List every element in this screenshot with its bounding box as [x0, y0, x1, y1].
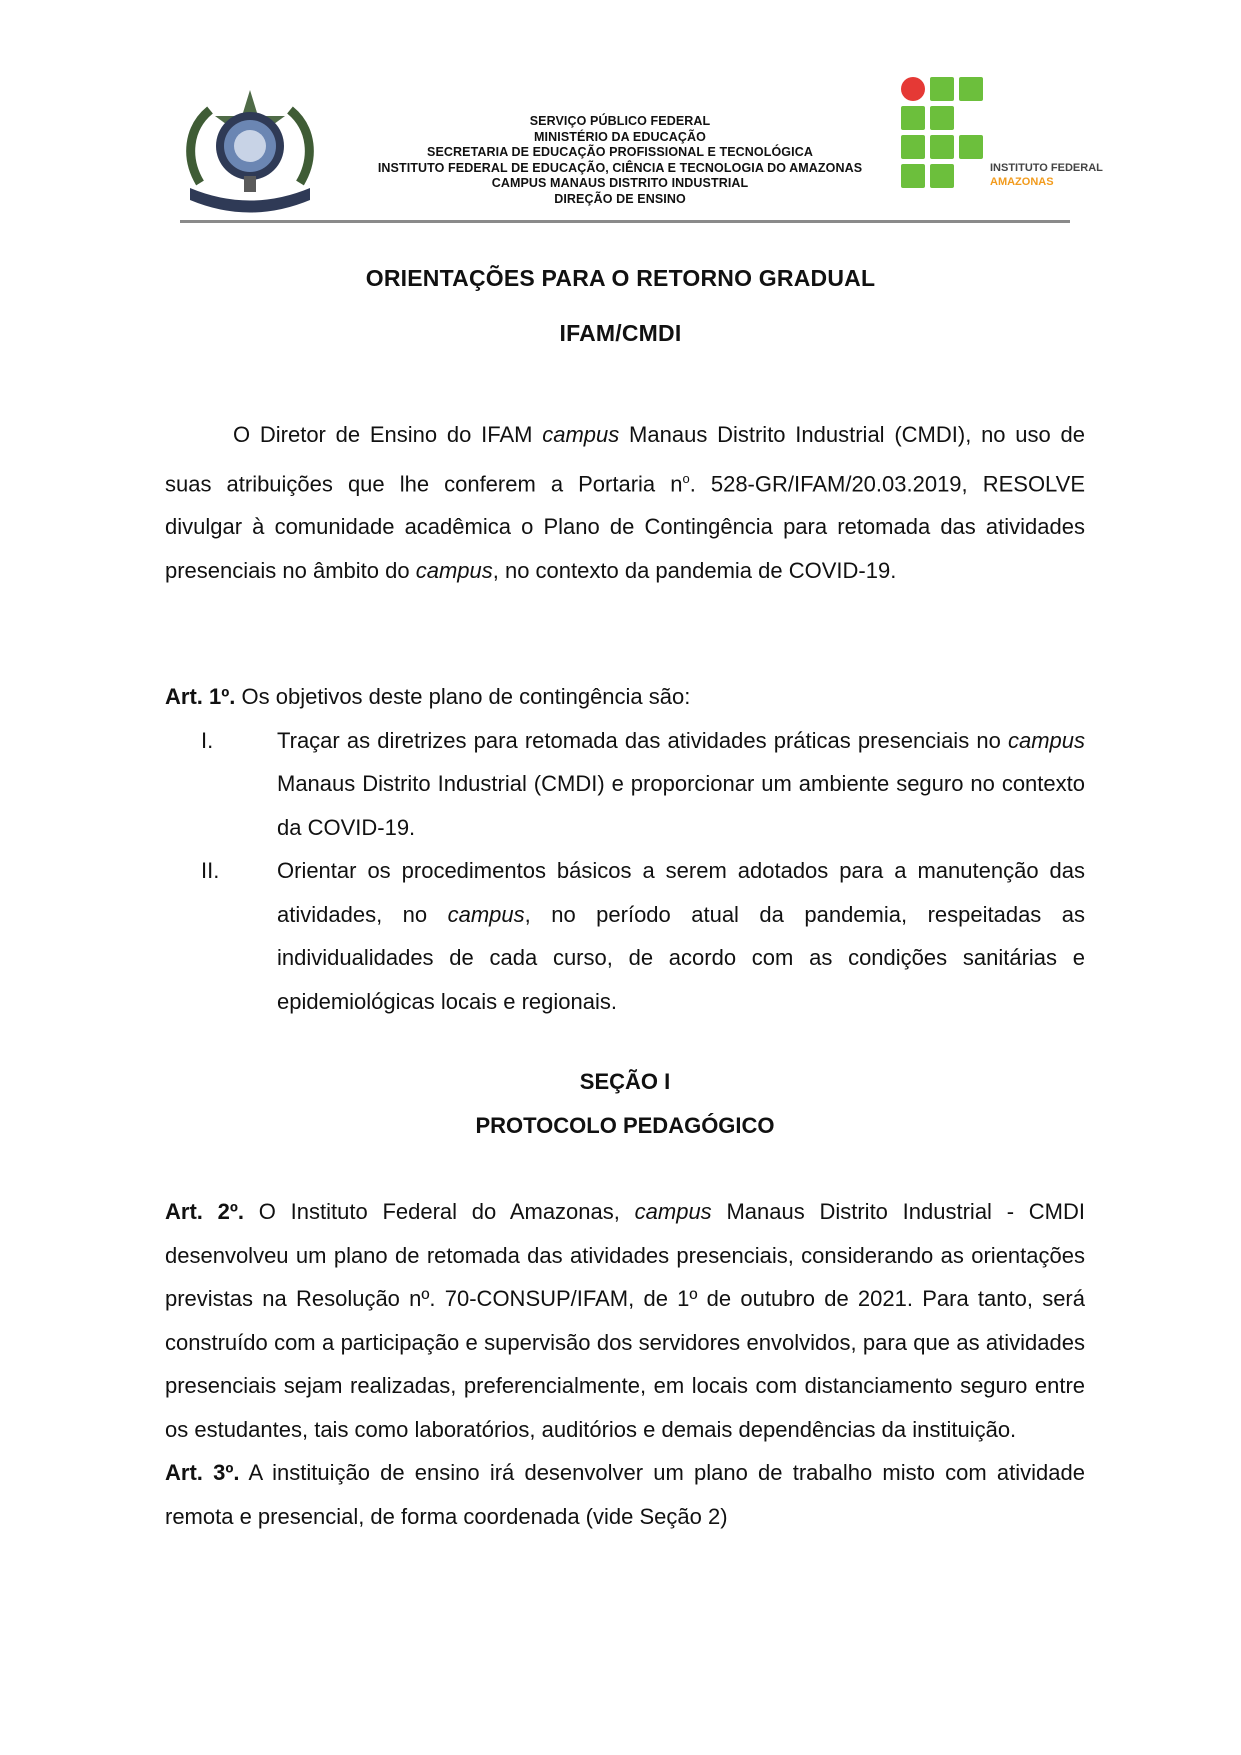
article-2 [165, 1190, 1085, 1538]
intro-text: O Diretor de Ensino do IFAM [233, 422, 543, 447]
list-text: Manaus Distrito Industrial (CMDI) e proporcionar um ambiente seguro no contexto da COVID-19. [277, 771, 1085, 840]
header-line: INSTITUTO FEDERAL DE EDUCAÇÃO, CIÊNCIA E TECNOLOGIA DO AMAZONAS [377, 160, 863, 175]
header-line: SECRETARIA DE EDUCAÇÃO PROFISSIONAL E TECNOLÓGICA [427, 145, 813, 159]
intro-text: Manaus Distrito Industrial (CMDI), no uso de suas atribuições que lhe conferem a Portaria n [165, 422, 1086, 496]
article-2-text: O Instituto Federal do Amazonas, [244, 1199, 635, 1224]
list-item [165, 849, 1085, 1023]
article-2-label: Art. 2º. [165, 1199, 245, 1224]
list-italic: campus [1007, 727, 1085, 753]
article-1-text: Os objetivos deste plano de contingência são: [235, 684, 691, 709]
intro-paragraph [165, 413, 1085, 592]
header-institution-text [350, 114, 890, 207]
document-subtitle: IFAM/CMDI [559, 320, 682, 346]
intro-text: . 528-GR/IFAM/20.03.2019, RESOLVE divulgar à comunidade acadêmica o Plano de Contingência para retomada das atividades presenciais no âmbito do [165, 470, 1086, 583]
logo-text-line2: AMAZONAS [990, 176, 1054, 188]
logo-text-line1: INSTITUTO FEDERAL [990, 162, 1103, 174]
list-italic: campus [447, 901, 525, 927]
list-text: Orientar os procedimentos básicos a serem adotados para a manutenção das atividades, no [277, 858, 1085, 927]
article-3-label: Art. 3º. [165, 1460, 240, 1485]
document-title: ORIENTAÇÕES PARA O RETORNO GRADUAL [365, 265, 876, 291]
section-heading [165, 1060, 1085, 1147]
header-line: DIREÇÃO DE ENSINO [554, 191, 686, 206]
header-divider [180, 220, 1070, 223]
article-3-text: A instituição de ensino irá desenvolver um plano de trabalho misto com atividade remota e presencial, de forma coordenada (vide Seção 2) [165, 1460, 1085, 1529]
brazil-coat-of-arms-icon [180, 88, 320, 213]
article-2-italic: campus [634, 1199, 712, 1224]
header-line: CAMPUS MANAUS DISTRITO INDUSTRIAL [491, 176, 749, 190]
header-line: SERVIÇO PÚBLICO FEDERAL [529, 114, 711, 128]
section-number: SEÇÃO I [579, 1069, 671, 1094]
list-number: I. [201, 727, 214, 753]
article-1 [165, 675, 1085, 1023]
instituto-federal-logo-icon [900, 76, 1103, 206]
header-line: MINISTÉRIO DA EDUCAÇÃO [534, 129, 706, 144]
list-number: II. [201, 858, 220, 883]
list-item [165, 719, 1085, 850]
intro-italic: campus [542, 422, 620, 447]
list-text: , no período atual da pandemia, respeitadas as individualidades de cada curso, de acordo com as condições sanitárias e epidemiológicas locais e regionais. [277, 901, 1086, 1014]
letterhead [180, 76, 1103, 216]
section-name: PROTOCOLO PEDAGÓGICO [475, 1112, 775, 1138]
intro-italic: campus [415, 557, 493, 583]
article-1-label: Art. 1º. [165, 684, 236, 709]
intro-text: , no contexto da pandemia de COVID-19. [492, 557, 897, 583]
intro-sup: o [682, 470, 690, 486]
article-2-text: Manaus Distrito Industrial - CMDI desenvolveu um plano de retomada das atividades presenciais, considerando as orientações previstas na Resolução nº. 70-CONSUP/IFAM, de 1º de outubro de 2021. Para tanto, será construído com a participação e supervisão dos servidores envolvidos, para que as atividades presenciais sejam realizadas, preferencialmente, em locais com distanciamento seguro entre os estudantes, tais como laboratórios, auditórios e demais dependências da instituição. [165, 1199, 1085, 1442]
list-text: Traçar as diretrizes para retomada das atividades práticas presenciais no [277, 727, 1008, 753]
